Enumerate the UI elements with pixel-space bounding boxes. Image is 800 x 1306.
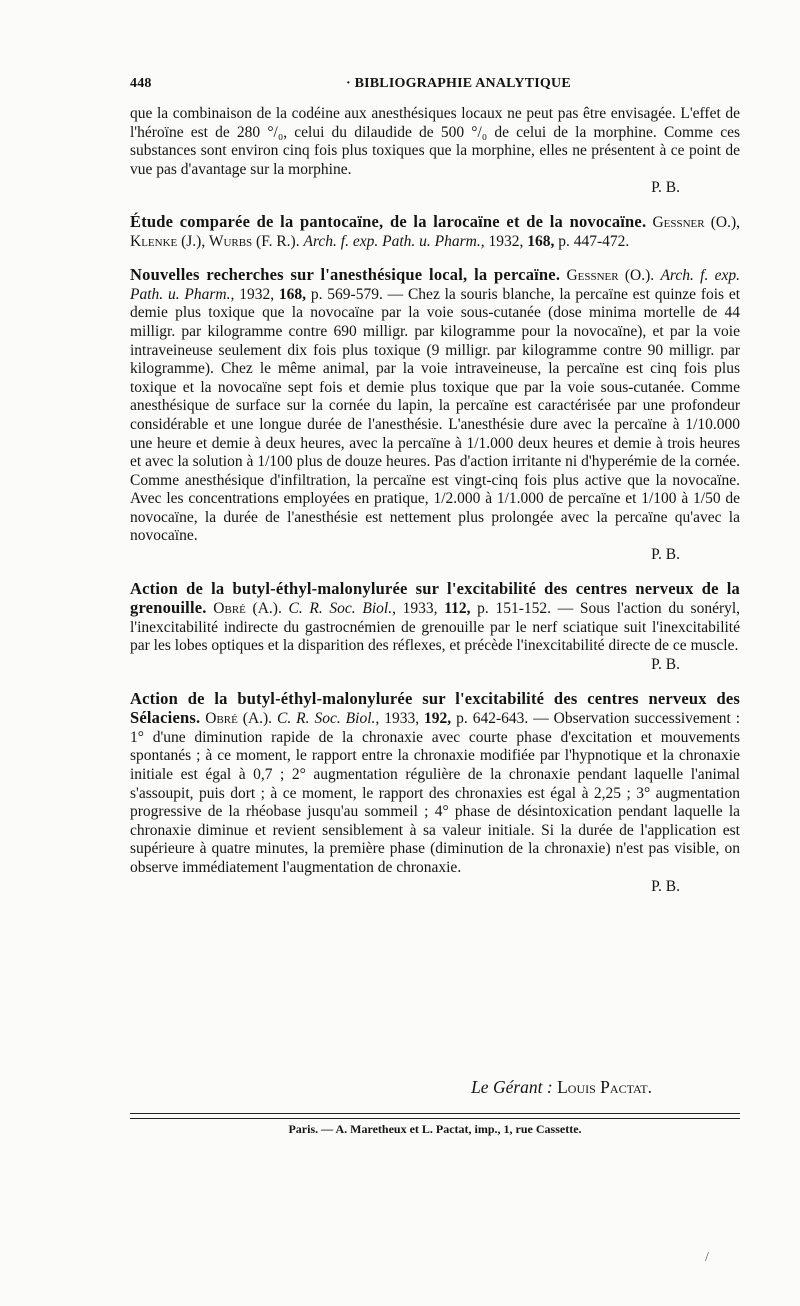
entry-signature-line [130, 656, 740, 675]
bibliography-entry [130, 690, 740, 897]
intro-signature-line [130, 179, 740, 198]
entry-volume: 168, [278, 285, 307, 303]
entry-authors: Gessner (O.), Klenke (J.), Wurbs (F. R.). [130, 213, 741, 250]
footer-rule-top [130, 1113, 740, 1114]
entry-pages: p. 447-472. [558, 232, 630, 250]
intro-text: que la combinaison de la codéine aux anesthésiques locaux ne peut pas être envisagée. L'effet de l'héroïne est de 280 °/₀, celui du dilaudide de 500 °/₀ de celui de la morphine. Comme ces substances sont environ cinq fois plus toxiques que la morphine, elles ne présentent à ce point de vue pas d'avantage sur la morphine. [130, 105, 740, 178]
entry-abstract: — Observation successivement : 1° d'une diminution rapide de la chronaxie avec courte phase d'excitation et mouvements spontanés ; à ce moment, le rapport entre la chronaxie modifiée par l'hypnotique et la chronaxie initiale est égal à 0,7 ; 2° augmentation régulière de la chronaxie pendant laquelle l'animal s'assoupit, puis dort ; à ce moment, le rapport des chronaxies est égal à 2,25 ; 3° augmentation progressive de la rhéobase jusqu'au sommeil ; 4° phase de désintoxication pendant laquelle la chronaxie diminue et revient sensiblement à sa valeur initiale. Si la durée de l'application est supérieure à quatre minutes, la première phase (diminution de la chronaxie) n'est pas visible, on observe immédiatement l'augmentation de chronaxie. [130, 710, 741, 876]
entry-year: 1933, [402, 600, 438, 618]
entry-signature-line [130, 878, 740, 897]
running-title: · BIBLIOGRAPHIE ANALYTIQUE [346, 76, 571, 91]
entry-paragraph [130, 690, 740, 878]
gerant-name: Louis Pactat. [557, 1077, 652, 1097]
entry-abstract: — Chez la souris blanche, la percaïne est quinze fois et demie plus toxique que la novocaïne par la voie sous-cutanée (dose minima mortelle de 44 milligr. par kilogramme contre 690 milligr. par kilogramme pour la novocaïne), et par la voie intraveineuse seulement dix fois plus toxique (9 milligr. par kilogramme contre 90 milligr. par kilogramme). Chez le même animal, par la voie intraveineuse, la percaïne est cinq fois plus toxique et la novocaïne sept fois et demie plus toxique que par la voie sous-cutanée. Comme anesthésique de surface sur la cornée du lapin, la percaïne est caractérisée par une profondeur considérable et une longue durée de l'anesthésie. L'anesthésie dure avec la percaïne à 1/10.000 une heure et demie à deux heures, avec la percaïne à 1/1.000 deux heures et demie à trois heures et avec la solution à 1/100 plus de douze heures. Pas d'action irritante ni d'hyperémie de la cornée. Comme anesthésique d'infiltration, la percaïne est vingt-cinq fois plus active que la novocaïne. Avec les concentrations employées en pratique, 1/2.000 à 1/1.000 de percaïne et 1/100 à 1/50 de novocaïne, la durée de l'anesthésie est nettement plus prolongée avec la percaïne qu'avec la novocaïne. [130, 285, 741, 545]
entry-signature: P. B. [651, 656, 680, 674]
printer-imprint: Paris. — A. Maretheux et L. Pactat, imp., 1, rue Cassette. [288, 1122, 582, 1136]
stray-mark: / [705, 1250, 709, 1265]
page-number: 448 [130, 76, 152, 91]
entry-volume: 168, [527, 232, 555, 250]
bibliography-entry [130, 266, 740, 565]
entry-journal: Arch. f. exp. Path. u. Pharm., [130, 267, 740, 303]
entry-pages: p. 151-152. [477, 600, 552, 618]
entry-year: 1932, [488, 232, 524, 250]
entry-year: 1932, [239, 285, 275, 303]
entry-signature: P. B. [651, 877, 680, 895]
entry-abstract: — Sous l'action du sonéryl, l'inexcitabilité indirecte du gastrocnémien de grenouille par le nerf sciatique suit l'inexcitabilité par les lobes optiques et la disparition des réflexes, et précède l'inexcitabilité directe de ce muscle. [130, 600, 741, 655]
entry-authors: Obré (A.). [205, 710, 273, 728]
bibliography-entry [130, 213, 740, 251]
footer-rule-bottom [130, 1118, 740, 1119]
entry-volume: 112, [444, 600, 471, 618]
entry-authors: Gessner (O.). [566, 267, 655, 285]
entry-year: 1933, [384, 710, 420, 728]
gerant-wrap [471, 1077, 652, 1098]
entry-paragraph [130, 213, 740, 251]
entry-authors: Obré (A.). [213, 600, 282, 618]
intro-paragraph [130, 105, 740, 179]
entry-signature-line [130, 546, 740, 565]
entry-journal: Arch. f. exp. Path. u. Pharm., [303, 232, 485, 250]
entry-title: Nouvelles recherches sur l'anesthésique local, la percaïne. [130, 265, 561, 285]
entry-title: Action de la butyl-éthyl-malonylurée sur l'excitabilité des centres nerveux des Sélaciens. [130, 688, 740, 728]
intro-signature: P. B. [651, 179, 680, 197]
gerant-line [130, 1077, 740, 1098]
entry-paragraph [130, 266, 740, 546]
page-body [130, 105, 740, 896]
entry-volume: 192, [424, 710, 452, 728]
entry-pages: p. 569-579. [310, 285, 383, 303]
entry-pages: p. 642-643. [456, 710, 529, 728]
entry-signature: P. B. [651, 546, 680, 564]
entry-journal: C. R. Soc. Biol., [288, 600, 396, 618]
entry-paragraph [130, 580, 740, 656]
entry-journal: C. R. Soc. Biol., [277, 710, 380, 728]
entry-title: Action de la butyl-éthyl-malonylurée sur l'excitabilité des centres nerveux de la grenouille. [130, 578, 740, 618]
bibliography-entry [130, 580, 740, 675]
gerant-label: Le Gérant : [471, 1077, 553, 1097]
entry-title: Étude comparée de la pantocaïne, de la larocaïne et de la novocaïne. [130, 211, 647, 231]
